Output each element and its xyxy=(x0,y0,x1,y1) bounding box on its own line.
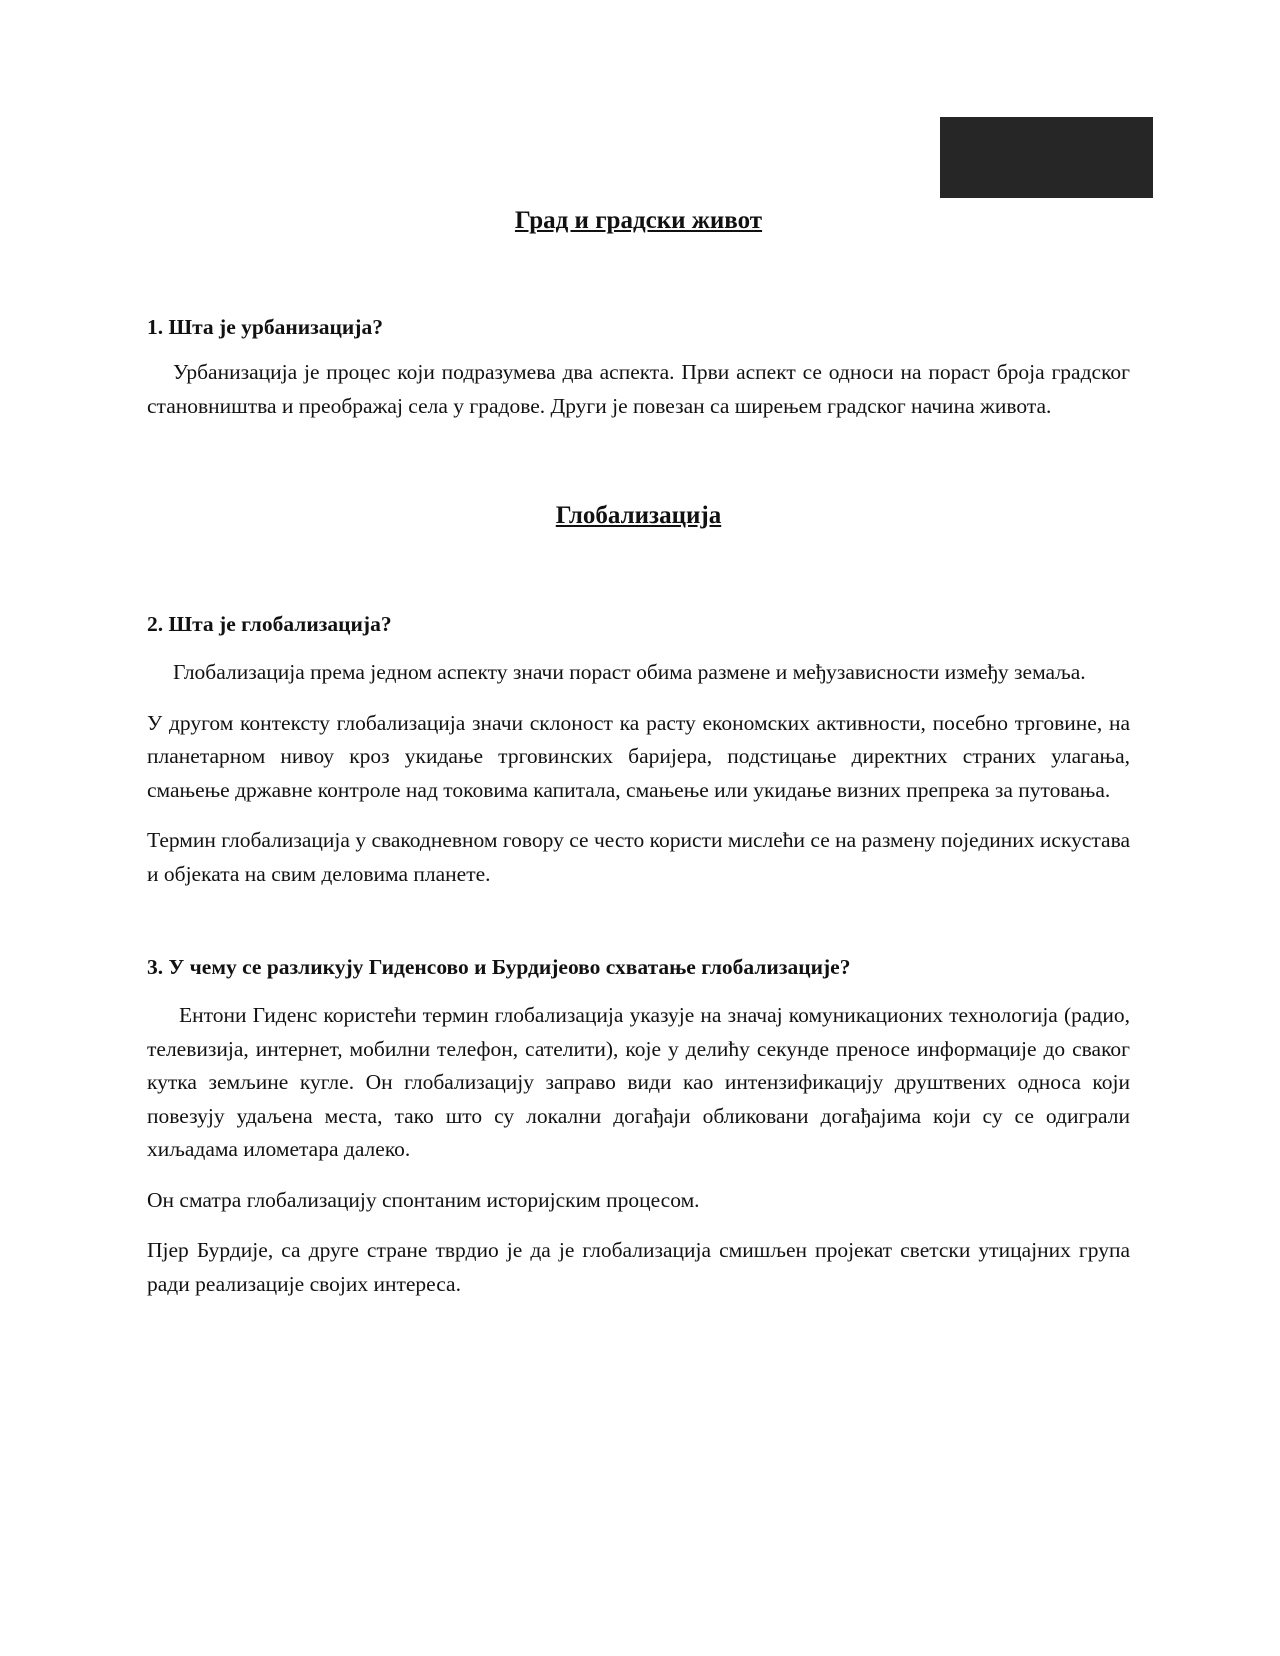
question-2: 2. Шта је глобализација? xyxy=(147,612,392,636)
section-title-globalization: Глобализација xyxy=(555,502,722,529)
answer-2-paragraph-2: У другом контексту глобализација значи склоност ка расту економских активности, посебно трговине, на планетарном нивоу кроз укидање трговинских баријера, подстицање директних страних улагања, смањење државне контроле над токовима капитала, смањење или укидање визних препрека за путовања. xyxy=(147,710,1130,802)
redaction-box xyxy=(940,117,1153,198)
answer-2-paragraph-1: Глобализација према једном аспекту значи пораст обима размене и међузависности између земаља. xyxy=(173,660,1086,684)
section-title-city: Град и градски живот xyxy=(514,207,763,234)
question-1: 1. Шта је урбанизација? xyxy=(147,315,383,339)
document-page xyxy=(147,200,1130,1301)
answer-1: Урбанизација је процес који подразумева два аспекта. Први аспект се односи на пораст броја градског становништва и преображај села у градове. Други је повезан са ширењем градског начина живота. xyxy=(147,360,1130,418)
answer-2-paragraph-3: Термин глобализација у свакодневном говору се често користи мислећи се на размену појединих искустава и објеката на свим деловима планете. xyxy=(147,828,1130,886)
answer-3-paragraph-1: Ентони Гиденс користећи термин глобализација указује на значај комуникационих технологија (радио, телевизија, интернет, мобилни телефон, сателити), које у делићу секунде преносе информације до сваког кутка земљине кугле. Он глобализацију заправо види као интензификацију друштвених односа који повезују удаљена места, тако што су локални догађаји обликовани догађајима који су се одиграли хиљадама илометара далеко. xyxy=(147,1003,1130,1161)
answer-3-paragraph-3: Пјер Бурдије, са друге стране тврдио је да је глобализација смишљен пројекат светски утицајних група ради реализације својих интереса. xyxy=(147,1238,1130,1296)
question-3: 3. У чему се разликују Гиденсово и Бурдијеово схватање глобализације? xyxy=(147,955,851,979)
answer-3-paragraph-2: Он сматра глобализацију спонтаним историјским процесом. xyxy=(147,1187,700,1212)
